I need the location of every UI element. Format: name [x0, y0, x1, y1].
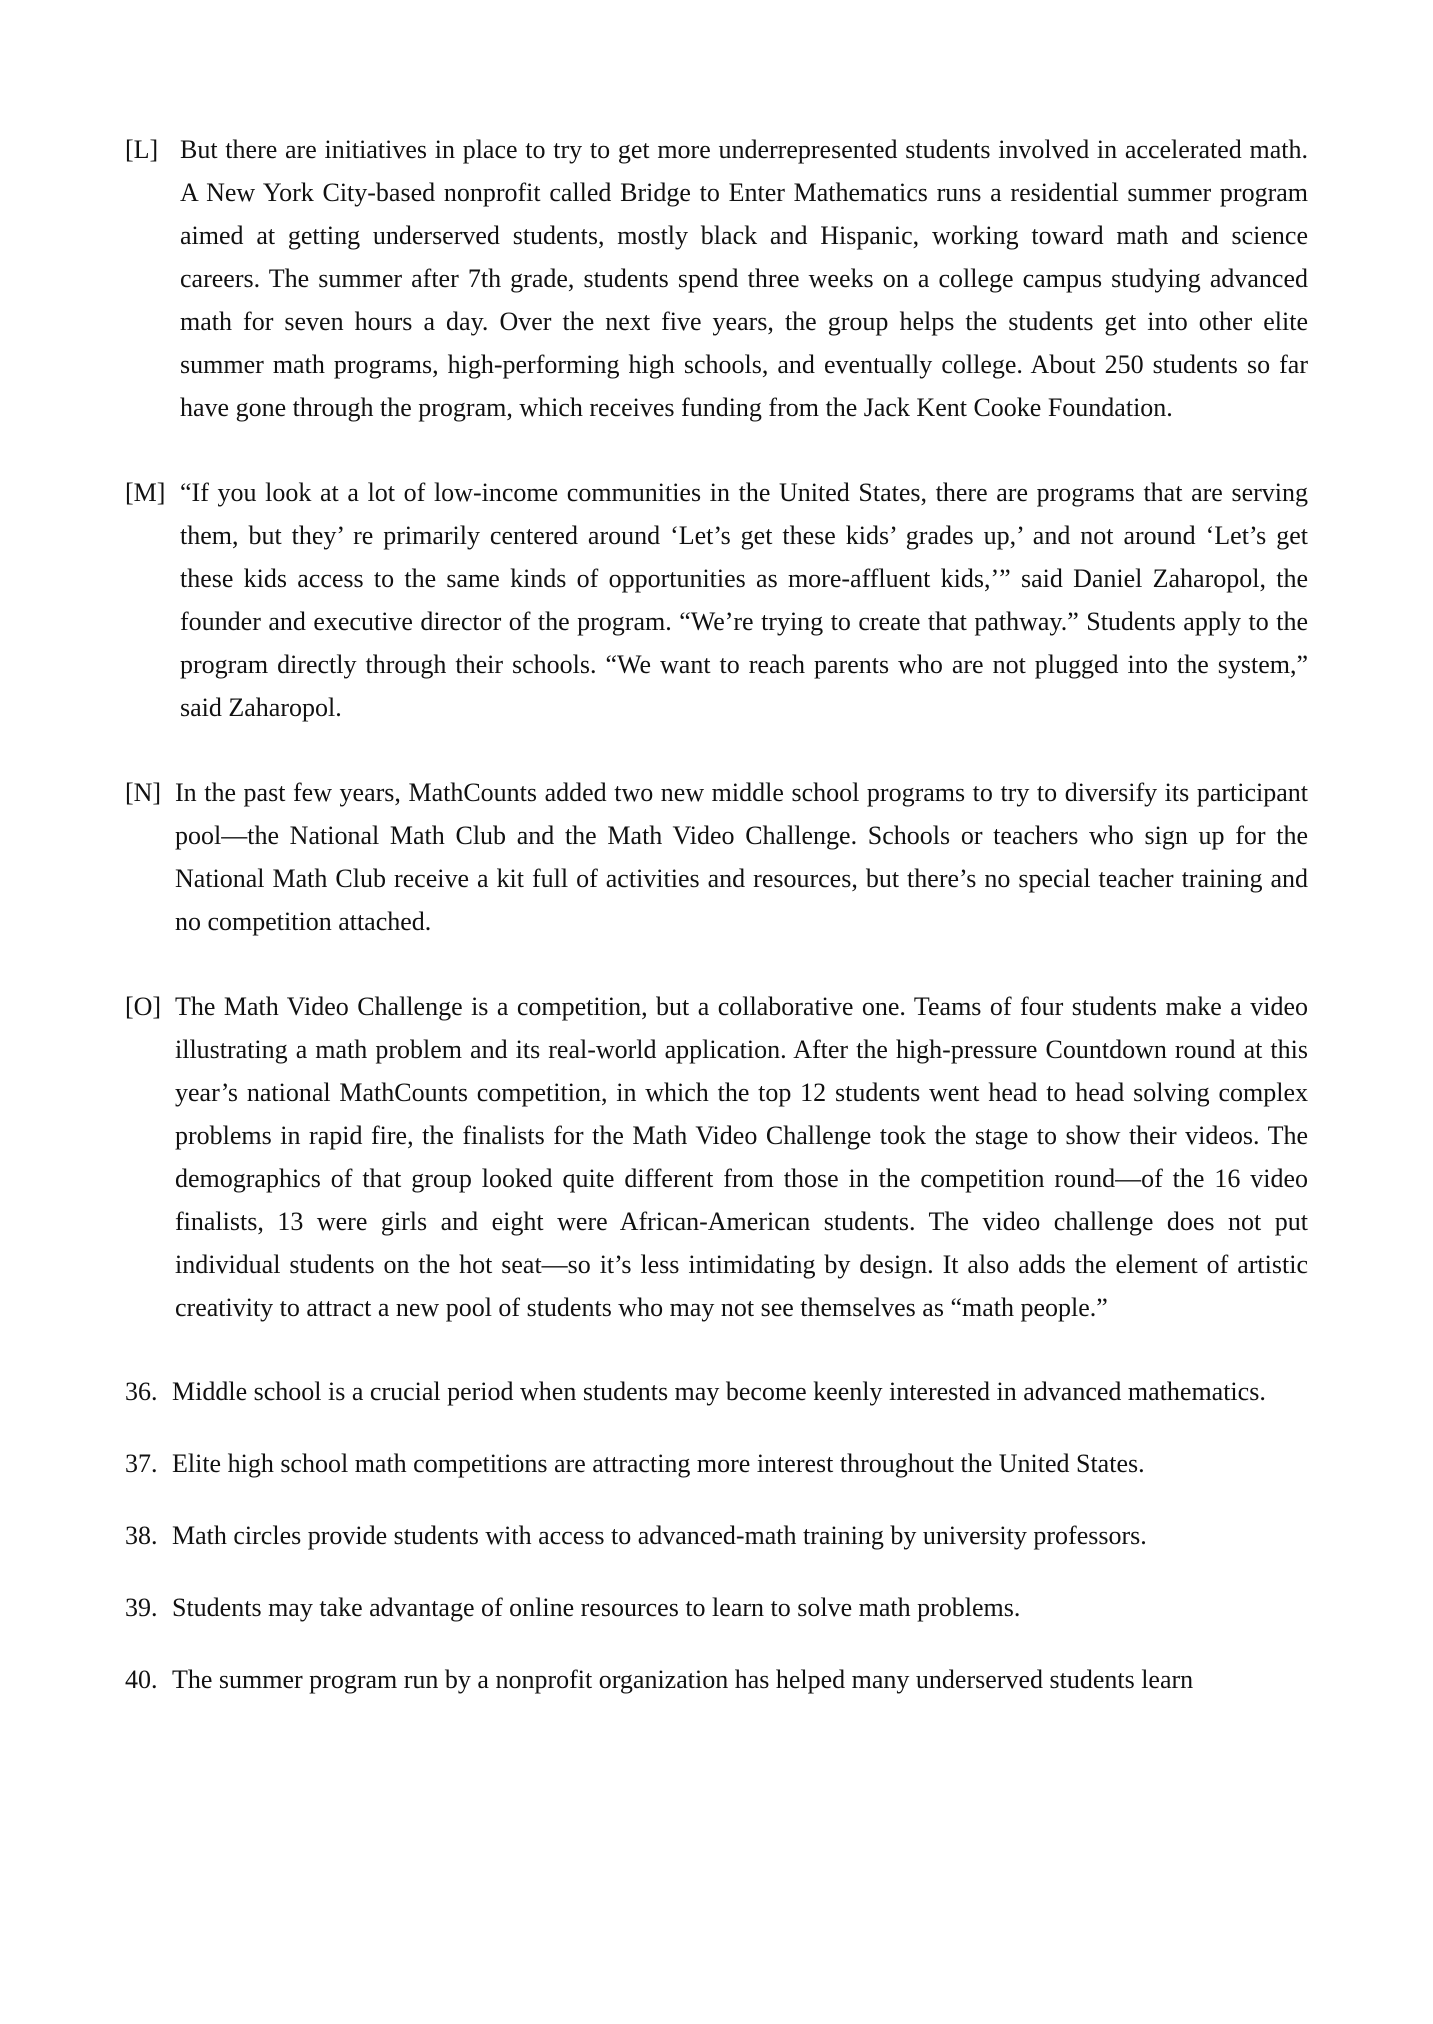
- statement-40: [125, 1659, 1308, 1701]
- statement-text: The summer program run by a nonprofit organization has helped many underserved students learn: [172, 1665, 1194, 1694]
- passage-paragraph-l: [125, 128, 1308, 429]
- paragraph-text: The Math Video Challenge is a competition, but a collaborative one. Teams of four students make a video illustrating a math problem and its real-world application. After the high-pressure Countdown round at this year’s national MathCounts competition, in which the top 12 students went head to head solving complex problems in rapid fire, the finalists for the Math Video Challenge took the stage to show their videos. The demographics of that group looked quite different from those in the competition round—of the 16 video finalists, 13 were girls and eight were African-American students. The video challenge does not put individual students on the hot seat—so it’s less intimidating by design. It also adds the element of artistic creativity to attract a new pool of students who may not see themselves as “math people.”: [175, 992, 1308, 1322]
- paragraph-marker: [L]: [125, 135, 159, 164]
- statement-number: 36.: [125, 1377, 158, 1406]
- statement-number: 37.: [125, 1449, 158, 1478]
- statement-text: Elite high school math competitions are attracting more interest throughout the United States.: [172, 1449, 1145, 1478]
- statement-text: Students may take advantage of online resources to learn to solve math problems.: [172, 1593, 1021, 1622]
- statement-number: 38.: [125, 1521, 158, 1550]
- statement-37: [125, 1443, 1308, 1485]
- statement-text: Math circles provide students with access to advanced-math training by university professors.: [172, 1521, 1147, 1550]
- paragraph-text: But there are initiatives in place to try to get more underrepresented students involved in accelerated math. A New York City-based nonprofit called Bridge to Enter Mathematics runs a residential summer program aimed at getting underserved students, mostly black and Hispanic, working toward math and science careers. The summer after 7th grade, students spend three weeks on a college campus studying advanced math for seven hours a day. Over the next five years, the group helps the students get into other elite summer math programs, high-performing high schools, and eventually college. About 250 students so far have gone through the program, which receives funding from the Jack Kent Cooke Foundation.: [180, 135, 1308, 422]
- statement-text: Middle school is a crucial period when students may become keenly interested in advanced mathematics.: [172, 1377, 1266, 1406]
- paragraph-marker: [N]: [125, 778, 162, 807]
- statement-number: 39.: [125, 1593, 158, 1622]
- paragraph-marker: [M]: [125, 478, 166, 507]
- statement-number: 40.: [125, 1665, 158, 1694]
- passage-paragraph-m: [125, 471, 1308, 729]
- passage-paragraph-n: [125, 771, 1308, 943]
- document-content: [125, 128, 1308, 1731]
- passage-paragraph-o: [125, 985, 1308, 1329]
- paragraph-text: In the past few years, MathCounts added two new middle school programs to try to diversify its participant pool—the National Math Club and the Math Video Challenge. Schools or teachers who sign up for the National Math Club receive a kit full of activities and resources, but there’s no special teacher training and no competition attached.: [175, 778, 1308, 936]
- statement-38: [125, 1515, 1308, 1557]
- paragraph-marker: [O]: [125, 992, 162, 1021]
- statement-36: [125, 1371, 1308, 1413]
- paragraph-text: “If you look at a lot of low-income communities in the United States, there are programs that are serving them, but they’ re primarily centered around ‘Let’s get these kids’ grades up,’ and not around ‘Let’s get these kids access to the same kinds of opportunities as more-affluent kids,’” said Daniel Zaharopol, the founder and executive director of the program. “We’re trying to create that pathway.” Students apply to the program directly through their schools. “We want to reach parents who are not plugged into the system,” said Zaharopol.: [180, 478, 1308, 722]
- statement-39: [125, 1587, 1308, 1629]
